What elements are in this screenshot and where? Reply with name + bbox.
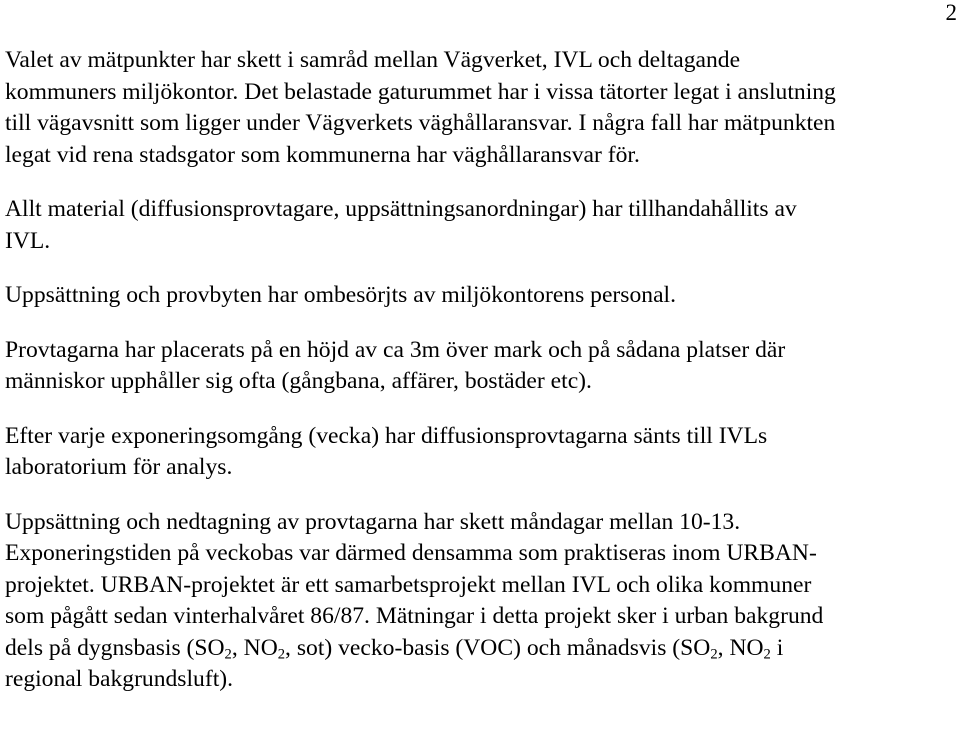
subscript: 2: [710, 646, 718, 663]
text-line: Provtagarna har placerats på en höjd av ca 3m över mark och på sådana platser där: [5, 336, 786, 363]
paragraph-measurement-points: [5, 45, 955, 171]
text-line: Allt material (diffusionsprovtagare, uppsättningsanordningar) har tillhandahållits av: [5, 196, 797, 222]
text-line: legat vid rena stadsgator som kommunerna har väghållaransvar för.: [5, 141, 640, 168]
text-segment: , sot) vecko-basis (VOC) och månadsvis (SO: [285, 634, 711, 661]
text-line: som pågått sedan vinterhalvåret 86/87. Mätningar i detta projekt sker i urban bakgrund: [5, 603, 824, 629]
subscript: 2: [224, 646, 232, 663]
subscript: 2: [277, 646, 286, 663]
text-line: Uppsättning och provbyten har ombesörjts av miljökontorens personal.: [5, 282, 676, 308]
text-line-chemistry: [5, 633, 955, 665]
text-segment: i: [770, 634, 784, 661]
text-segment: , NO: [717, 634, 764, 661]
text-line: Valet av mätpunkter har skett i samråd mellan Vägverket, IVL och deltagande: [5, 47, 741, 73]
text-line: kommuners miljökontor. Det belastade gaturummet har i vissa tätorter legat i anslutning: [5, 78, 836, 105]
subscript: 2: [763, 646, 771, 663]
paragraph-setup: [5, 280, 955, 312]
text-line: IVL.: [5, 227, 51, 254]
text-line: Efter varje exponeringsomgång (vecka) har diffusionsprovtagarna sänts till IVLs: [5, 422, 768, 449]
text-line: projektet. URBAN-projektet är ett samarbetsprojekt mellan IVL och olika kommuner: [5, 571, 812, 598]
text-segment: dels på dygnsbasis (SO: [5, 634, 225, 661]
paragraph-schedule: [5, 507, 955, 696]
text-line: laboratorium för analys.: [5, 454, 233, 480]
text-line: till vägavsnitt som ligger under Vägverkets väghållaransvar. I några fall har mätpunkten: [5, 110, 836, 136]
paragraph-placement: [5, 335, 955, 398]
text-line: regional bakgrundsluft).: [5, 666, 234, 692]
text-line: Exponeringstiden på veckobas var därmed densamma som praktiseras inom URBAN-: [5, 540, 817, 566]
page-number: 2: [945, 0, 957, 25]
text-line: människor upphåller sig ofta (gångbana, affärer, bostäder etc).: [5, 368, 592, 394]
document-body: [5, 45, 955, 696]
text-line: Uppsättning och nedtagning av provtagarna har skett måndagar mellan 10-13.: [5, 508, 741, 535]
text-segment: , NO: [231, 634, 278, 661]
paragraph-material: [5, 194, 955, 257]
paragraph-analysis: [5, 421, 955, 484]
